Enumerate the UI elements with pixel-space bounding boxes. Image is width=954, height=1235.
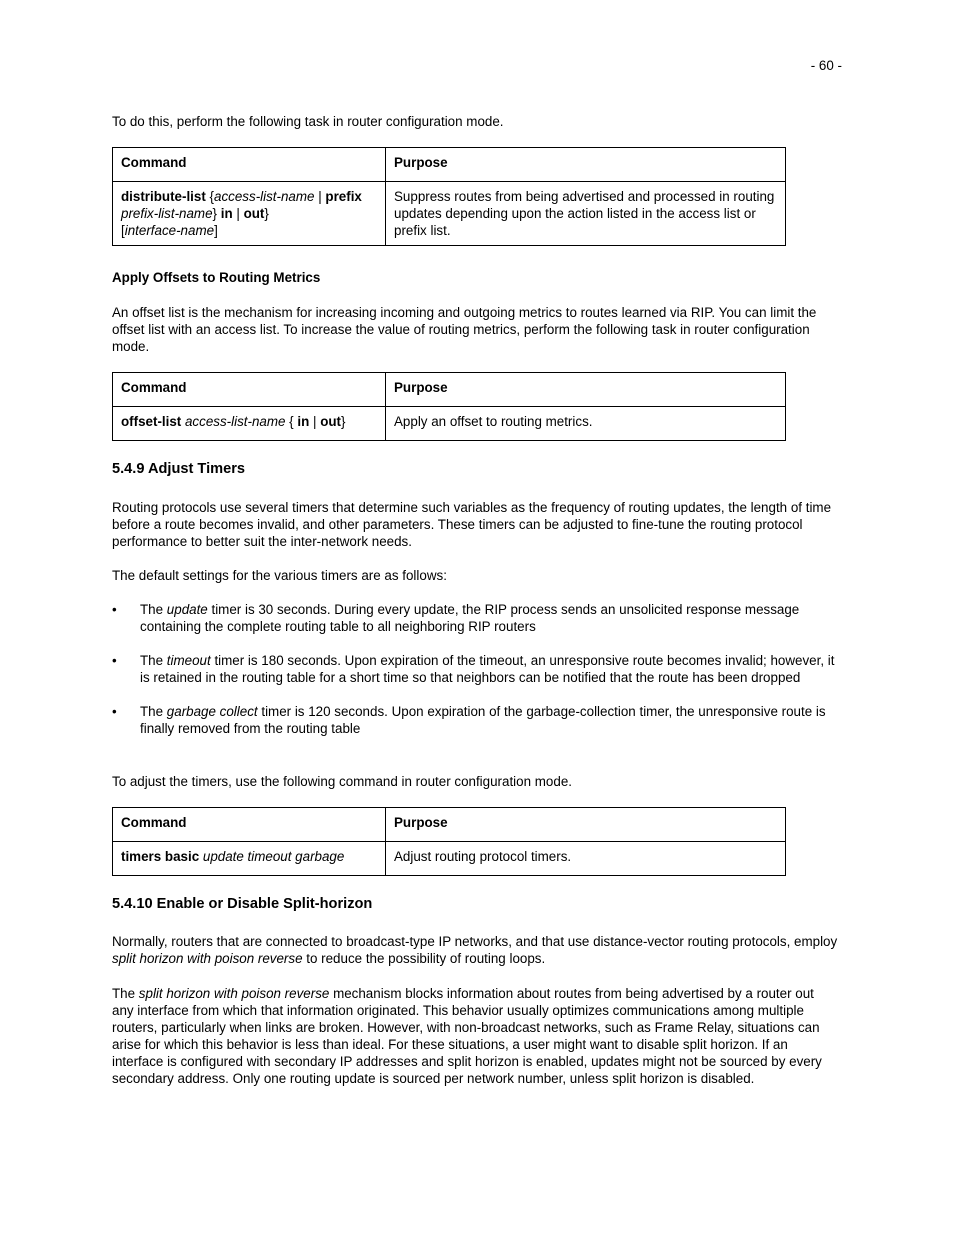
- split-horizon-paragraph-2: [112, 985, 838, 1087]
- bullet-icon: •: [112, 704, 117, 719]
- command-text: |: [309, 414, 321, 429]
- command-argument: interface-name: [124, 223, 215, 238]
- command-keyword: prefix: [325, 189, 362, 204]
- split-horizon-paragraph-1: [112, 933, 838, 967]
- purpose-cell: Apply an offset to routing metrics.: [386, 407, 786, 441]
- adjust-paragraph: To adjust the timers, use the following command in router configuration mode.: [112, 774, 572, 789]
- command-keyword: offset-list: [121, 414, 182, 429]
- command-text: ]: [214, 223, 218, 238]
- list-item-text: timer is 30 seconds. During every update, the RIP process sends an unsolicited response message containing the complete routing table to all neighboring RIP routers: [140, 602, 800, 634]
- offset-list-table: [112, 372, 786, 441]
- list-item: [112, 703, 838, 737]
- distribute-list-table: [112, 147, 786, 246]
- command-text: {: [205, 189, 215, 204]
- paragraph-text: Normally, routers that are connected to broadcast-type IP networks, and that use distance-vector routing protocols, employ: [112, 934, 838, 949]
- command-text: [: [121, 223, 125, 238]
- command-argument: prefix-list-name: [121, 206, 213, 221]
- purpose-cell: Adjust routing protocol timers.: [386, 842, 786, 876]
- timer-defaults-list: [112, 601, 838, 754]
- section-heading-split-horizon: 5.4.10 Enable or Disable Split-horizon: [112, 896, 373, 912]
- defaults-paragraph: The default settings for the various timers are as follows:: [112, 568, 447, 583]
- timers-paragraph: Routing protocols use several timers that determine such variables as the frequency of routing updates, the length of time before a route becomes invalid, and other parameters. These timers can be adjusted to fine-tune the routing protocol performance to better suit the inter-network needs.: [112, 500, 832, 549]
- list-item-emphasis: update: [166, 602, 208, 617]
- command-text: }: [212, 206, 221, 221]
- command-keyword: in: [220, 206, 233, 221]
- intro-paragraph: To do this, perform the following task in router configuration mode.: [112, 114, 504, 129]
- command-text: |: [314, 189, 326, 204]
- command-text: }: [264, 206, 269, 221]
- paragraph-emphasis: split horizon with poison reverse: [112, 951, 303, 966]
- command-cell: [113, 182, 386, 246]
- command-keyword: distribute-list: [121, 189, 206, 204]
- command-text: |: [232, 206, 244, 221]
- command-argument: access-list-name: [181, 414, 286, 429]
- command-text: }: [341, 414, 346, 429]
- command-cell: [113, 842, 386, 876]
- list-item-emphasis: garbage collect: [166, 704, 258, 719]
- list-item-emphasis: timeout: [166, 653, 211, 668]
- command-text: {: [285, 414, 298, 429]
- bullet-icon: •: [112, 653, 117, 668]
- command-keyword: in: [297, 414, 310, 429]
- command-keyword: out: [320, 414, 342, 429]
- purpose-header: Purpose: [386, 808, 786, 842]
- paragraph-emphasis: split horizon with poison reverse: [138, 986, 330, 1001]
- command-cell: [113, 407, 386, 441]
- list-item-text: timer is 120 seconds. Upon expiration of the garbage-collection timer, the unresponsive route is finally removed from the routing table: [140, 704, 826, 736]
- page-number: - 60 -: [810, 58, 842, 73]
- list-item: [112, 601, 838, 635]
- list-item-text: The: [140, 704, 167, 719]
- purpose-cell: Suppress routes from being advertised and processed in routing updates depending upon the action listed in the access list or prefix list.: [386, 182, 786, 246]
- section-heading-offsets: Apply Offsets to Routing Metrics: [112, 270, 321, 285]
- list-item-text: The: [140, 653, 167, 668]
- section-heading-timers: 5.4.9 Adjust Timers: [112, 461, 246, 477]
- command-argument: access-list-name: [214, 189, 315, 204]
- command-keyword: out: [243, 206, 265, 221]
- command-header: Command: [113, 808, 386, 842]
- list-item-text: timer is 180 seconds. Upon expiration of the timeout, an unresponsive route becomes invalid; however, it is retained in the routing table for a short time so that neighbors can be notified that the route has been dropped: [140, 653, 835, 685]
- bullet-icon: •: [112, 602, 117, 617]
- command-keyword: timers basic: [121, 849, 200, 864]
- purpose-header: Purpose: [386, 373, 786, 407]
- paragraph-text: The: [112, 986, 139, 1001]
- timers-basic-table: [112, 807, 786, 876]
- command-header: Command: [113, 148, 386, 182]
- list-item: [112, 652, 838, 686]
- paragraph-text: to reduce the possibility of routing loops.: [302, 951, 546, 966]
- purpose-header: Purpose: [386, 148, 786, 182]
- offsets-paragraph: An offset list is the mechanism for increasing incoming and outgoing metrics to routes learned via RIP. You can limit the offset list with an access list. To increase the value of routing metrics, perform the following task in router configuration mode.: [112, 305, 817, 354]
- command-argument: update timeout garbage: [199, 849, 345, 864]
- command-header: Command: [113, 373, 386, 407]
- paragraph-text: mechanism blocks information about routes from being advertised by a router out any interface from which that information originated. This behavior usually optimizes communications among multiple routers, particularly when links are broken. However, with non-broadcast networks, such as Frame Relay, situations can arise for which this behavior is less than ideal. For these situations, a user might want to disable split horizon. If an interface is configured with secondary IP addresses and split horizon is enabled, updates might not be sourced by every secondary address. Only one routing update is sourced per network number, unless split horizon is disabled.: [112, 986, 822, 1086]
- list-item-text: The: [140, 602, 167, 617]
